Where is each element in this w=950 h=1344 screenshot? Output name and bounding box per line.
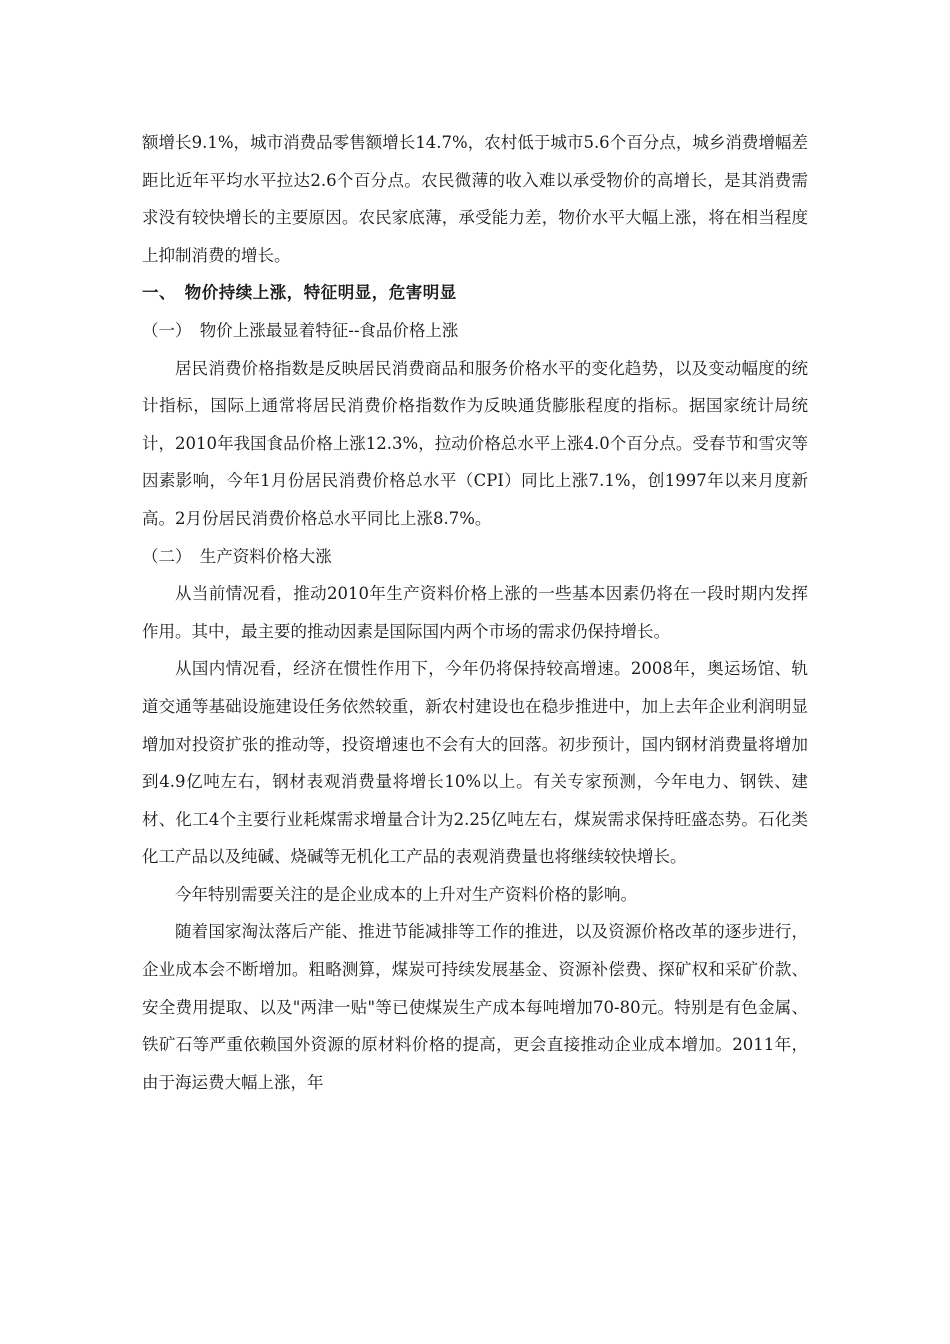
subsection-heading-1: （一） 物价上涨最显着特征--食品价格上涨 bbox=[142, 320, 459, 340]
paragraph-cost-increase: 随着国家淘汰落后产能、推进节能减排等工作的推进，以及资源价格改革的逐步进行，企业成本会不断增加。粗略测算，煤炭可持续发展基金、资源补偿费、探矿权和采矿价款、安全费用提取、以及"两津一贴"等已使煤炭生产成本每吨增加70-80元。特别是有色金属、铁矿石等严重依赖国外资源的原材料价格的提高，更会直接推动企业成本增加。2011年，由于海运费大幅上涨，年 bbox=[142, 922, 808, 1092]
paragraph-cpi: 居民消费价格指数是反映居民消费商品和服务价格水平的变化趋势，以及变动幅度的统计指标，国际上通常将居民消费价格指数作为反映通货膨胀程度的指标。据国家统计局统计，2010年我国食品价格上涨12.3%，拉动价格总水平上涨4.0个百分点。受春节和雪灾等因素影响，今年1月份居民消费价格总水平（CPI）同比上涨7.1%，创1997年以来月度新高。2月份居民消费价格总水平同比上涨8.7%。 bbox=[142, 358, 808, 528]
paragraph-continuation: 额增长9.1%，城市消费品零售额增长14.7%，农村低于城市5.6个百分点，城乡消费增幅差距比近年平均水平拉达2.6个百分点。农民微薄的收入难以承受物价的高增长，是其消费需求没有较快增长的主要原因。农民家底薄，承受能力差，物价水平大幅上涨，将在相当程度上抑制消费的增长。 bbox=[142, 133, 808, 265]
body-text bbox=[142, 124, 808, 1101]
paragraph-current-situation: 从当前情况看，推动2010年生产资料价格上涨的一些基本因素仍将在一段时期内发挥作用。其中，最主要的推动因素是国际国内两个市场的需求仍保持增长。 bbox=[142, 584, 808, 641]
paragraph-cost-attention: 今年特别需要关注的是企业成本的上升对生产资料价格的影响。 bbox=[175, 884, 637, 904]
paragraph-domestic-situation: 从国内情况看，经济在惯性作用下，今年仍将保持较高增速。2008年，奥运场馆、轨道交通等基础设施建设任务依然较重，新农村建设也在稳步推进中，加上去年企业利润明显增加对投资扩张的推动等，投资增速也不会有大的回落。初步预计，国内钢材消费量将增加到4.9亿吨左右，钢材表观消费量将增长10%以上。有关专家预测，今年电力、钢铁、建材、化工4个主要行业耗煤需求增量合计为2.25亿吨左右，煤炭需求保持旺盛态势。石化类化工产品以及纯碱、烧碱等无机化工产品的表观消费量也将继续较快增长。 bbox=[142, 659, 808, 867]
subsection-heading-2: （二） 生产资料价格大涨 bbox=[142, 546, 332, 566]
section-heading-1: 一、 物价持续上涨，特征明显，危害明显 bbox=[142, 283, 457, 303]
